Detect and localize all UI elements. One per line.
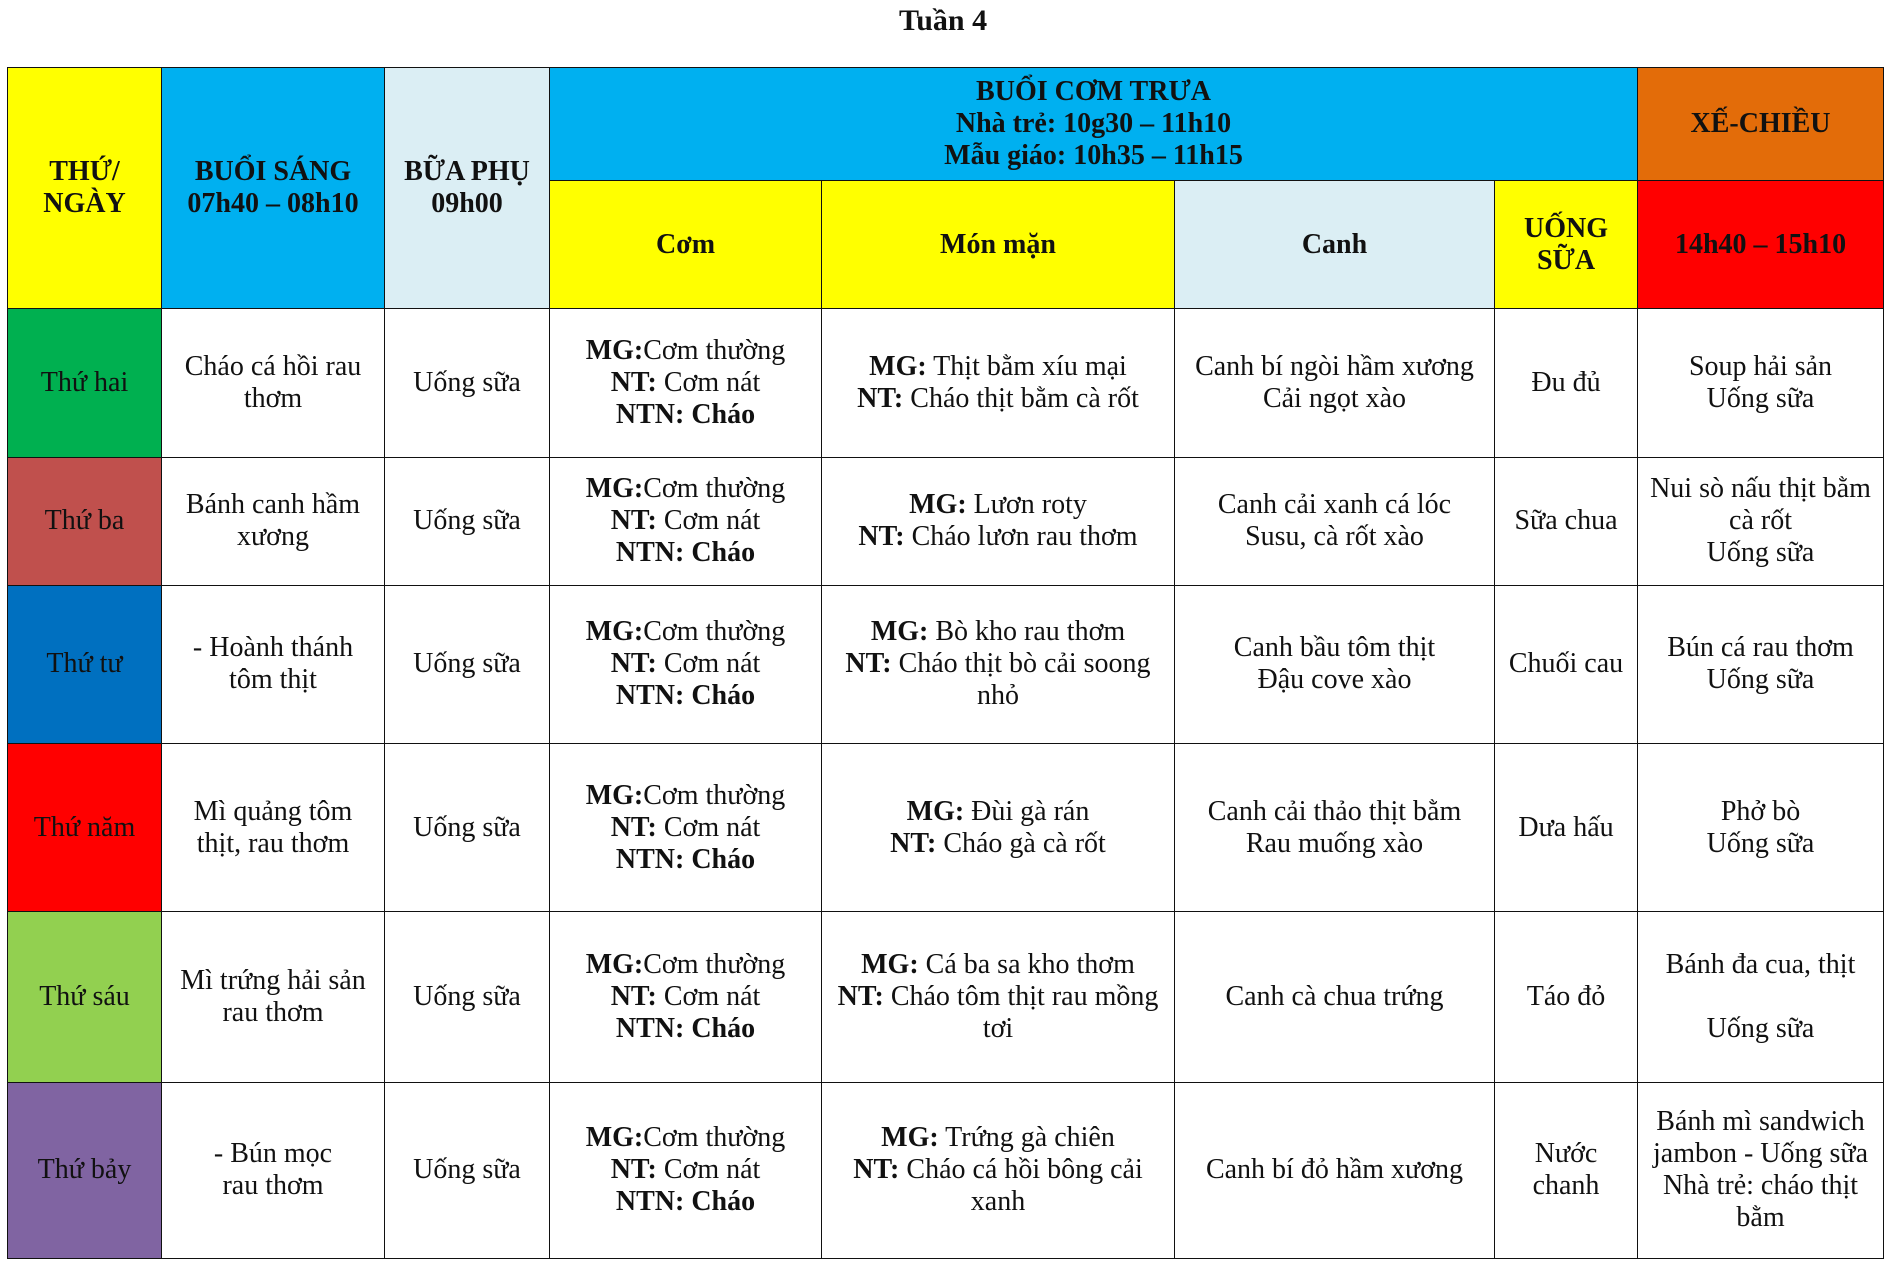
cell-line: Canh cải thảo thịt bằm	[1207, 795, 1462, 827]
cell-line: Soup hải sản	[1688, 351, 1833, 383]
mg-label: MG:	[585, 779, 644, 811]
morning-cell	[162, 309, 385, 457]
afternoon-header: XẾ-CHIỀU	[1638, 68, 1884, 181]
snack-cell: Uống sữa	[385, 912, 550, 1082]
afternoon-cell	[1638, 309, 1884, 457]
cell-line: rau thơm	[222, 997, 324, 1029]
cell-line: - Bún mọc	[213, 1138, 333, 1170]
cell-line: Uống sữa	[1706, 827, 1815, 859]
rice-cell	[550, 585, 822, 743]
cell-line: rau thơm	[222, 1170, 324, 1202]
main-dish-cell	[822, 912, 1175, 1082]
mg-value: Cơm thường	[643, 335, 786, 367]
mg-label: MG:	[870, 616, 929, 648]
cell-line: Uống sữa	[1706, 664, 1815, 696]
morning-column-header: BUỔI SÁNG 07h40 – 08h10	[162, 68, 385, 309]
cell-line: Canh bí ngòi hầm xương	[1195, 351, 1474, 383]
rice-cell	[550, 1082, 822, 1258]
cell-line: Sữa chua	[1514, 505, 1618, 537]
mg-value: Cơm thường	[643, 616, 786, 648]
lunch-header: BUỔI CƠM TRƯA Nhà trẻ: 10g30 – 11h10 Mẫu giáo: 10h35 – 11h15	[550, 68, 1638, 181]
table-row	[8, 309, 1884, 457]
nt-label: NT:	[890, 827, 937, 859]
morning-cell	[162, 744, 385, 912]
main-mg-line	[830, 1122, 1166, 1154]
day-cell: Thứ bảy	[8, 1082, 162, 1258]
rice-cell	[550, 309, 822, 457]
cell-line: Nui sò nấu thịt bằm	[1650, 473, 1871, 505]
snack-cell: Uống sữa	[385, 309, 550, 457]
soup-cell	[1175, 744, 1495, 912]
main-mg-line	[830, 616, 1166, 648]
snack-cell: Uống sữa	[385, 585, 550, 743]
cell-line: Uống sữa	[1706, 383, 1815, 415]
nt-value: Cơm nát	[656, 981, 761, 1013]
mg-value: Đùi gà rán	[964, 795, 1090, 827]
cell-line: Đu đủ	[1531, 367, 1601, 399]
mg-label: MG:	[585, 335, 644, 367]
rice-nt-line	[558, 1154, 813, 1186]
afternoon-cell	[1638, 744, 1884, 912]
cell-line: Cháo cá hồi rau	[184, 351, 362, 383]
snack-cell: Uống sữa	[385, 457, 550, 585]
rice-ntn-line: NTN: Cháo	[615, 537, 756, 569]
menu-body	[8, 309, 1884, 1259]
nt-label: NT:	[610, 505, 657, 537]
snack-cell: Uống sữa	[385, 744, 550, 912]
cell-line: Uống sữa	[1706, 1013, 1815, 1045]
rice-nt-line	[558, 505, 813, 537]
cell-line: Phở bò	[1720, 795, 1801, 827]
soup-cell	[1175, 309, 1495, 457]
morning-cell	[162, 1082, 385, 1258]
rice-cell	[550, 912, 822, 1082]
cell-line: xương	[237, 521, 309, 553]
nt-value: Cơm nát	[656, 1154, 761, 1186]
nt-label: NT:	[610, 648, 657, 680]
mg-label: MG:	[585, 473, 644, 505]
rice-ntn-line: NTN: Cháo	[615, 399, 756, 431]
rice-nt-line	[558, 367, 813, 399]
rice-ntn-line: NTN: Cháo	[615, 1186, 756, 1218]
nt-label: NT:	[610, 1154, 657, 1186]
milk-cell	[1495, 912, 1638, 1082]
afternoon-time-header: 14h40 – 15h10	[1638, 181, 1884, 309]
nt-value: Cháo thịt bằm cà rốt	[903, 383, 1139, 415]
mg-label: MG:	[909, 489, 967, 521]
cell-line: Nước	[1534, 1138, 1598, 1170]
cell-line: Nhà trẻ: cháo thịt	[1662, 1170, 1859, 1202]
milk-cell	[1495, 744, 1638, 912]
cell-line: chanh	[1532, 1170, 1600, 1202]
table-row	[8, 912, 1884, 1082]
rice-nt-line	[558, 981, 813, 1013]
mg-label: MG:	[906, 795, 965, 827]
main-dish-column-header: Món mặn	[822, 181, 1175, 309]
mg-value: Cơm thường	[643, 473, 786, 505]
table-row	[8, 744, 1884, 912]
cell-line: Canh cà chua trứng	[1225, 981, 1444, 1013]
main-nt-line	[830, 521, 1166, 553]
cell-line: jambon - Uống sữa	[1653, 1138, 1869, 1170]
day-column-header: THỨ/ NGÀY	[8, 68, 162, 309]
afternoon-cell	[1638, 1082, 1884, 1258]
rice-mg-line	[558, 1122, 813, 1154]
milk-cell	[1495, 309, 1638, 457]
cell-line: Rau muống xào	[1245, 827, 1424, 859]
nt-label: NT:	[857, 383, 904, 415]
nt-label: NT:	[610, 367, 657, 399]
mg-value: Bò kho rau thơm	[928, 616, 1126, 648]
cell-line: Táo đỏ	[1526, 981, 1606, 1013]
cell-line: Mì trứng hải sản	[180, 965, 366, 997]
milk-column-header: UỐNG SỮA	[1495, 181, 1638, 309]
cell-line: Canh bầu tôm thịt	[1233, 632, 1436, 664]
nt-label: NT:	[837, 981, 884, 1013]
afternoon-cell	[1638, 585, 1884, 743]
cell-line: tôm thịt	[229, 664, 317, 696]
rice-ntn-line: NTN: Cháo	[615, 843, 756, 875]
cell-line: Canh cải xanh cá lóc	[1217, 489, 1452, 521]
mg-label: MG:	[585, 616, 644, 648]
page-title: Tuần 4	[898, 4, 988, 37]
main-mg-line	[830, 489, 1166, 521]
nt-value: Cơm nát	[656, 648, 761, 680]
nt-value: Cháo thịt bò cải soong nhỏ	[891, 648, 1151, 712]
main-dish-cell	[822, 1082, 1175, 1258]
cell-line: Chuối cau	[1508, 648, 1624, 680]
main-nt-line	[830, 1154, 1166, 1218]
cell-line: cà rốt	[1729, 505, 1792, 537]
rice-mg-line	[558, 473, 813, 505]
mg-label: MG:	[881, 1122, 939, 1154]
nt-value: Cháo cá hồi bông cải xanh	[899, 1154, 1143, 1218]
morning-cell	[162, 585, 385, 743]
main-mg-line	[830, 949, 1166, 981]
rice-mg-line	[558, 949, 813, 981]
table-row	[8, 1082, 1884, 1258]
nt-value: Cơm nát	[656, 367, 761, 399]
cell-line: - Hoành thánh	[192, 632, 354, 664]
day-cell: Thứ sáu	[8, 912, 162, 1082]
afternoon-cell	[1638, 457, 1884, 585]
snack-column-header: BỮA PHỤ 09h00	[385, 68, 550, 309]
cell-line: Bún cá rau thơm	[1667, 632, 1854, 664]
main-dish-cell	[822, 744, 1175, 912]
snack-cell: Uống sữa	[385, 1082, 550, 1258]
soup-cell	[1175, 912, 1495, 1082]
nt-value: Cháo gà cà rốt	[936, 827, 1106, 859]
milk-cell	[1495, 1082, 1638, 1258]
milk-cell	[1495, 457, 1638, 585]
main-nt-line	[830, 828, 1166, 860]
cell-line: thịt, rau thơm	[196, 827, 350, 859]
cell-line: Đậu cove xào	[1257, 664, 1412, 696]
mg-value: Cá ba sa kho thơm	[918, 949, 1135, 981]
soup-cell	[1175, 1082, 1495, 1258]
nt-label: NT:	[853, 1154, 900, 1186]
rice-nt-line	[558, 648, 813, 680]
rice-mg-line	[558, 616, 813, 648]
cell-line: Mì quảng tôm	[193, 795, 353, 827]
main-mg-line	[830, 351, 1166, 383]
cell-line: Canh bí đỏ hầm xương	[1205, 1154, 1464, 1186]
mg-value: Thịt bằm xíu mại	[926, 351, 1127, 383]
mg-value: Cơm thường	[643, 949, 786, 981]
nt-value: Cháo lươn rau thơm	[904, 521, 1138, 553]
rice-ntn-line: NTN: Cháo	[615, 680, 756, 712]
rice-cell	[550, 457, 822, 585]
cell-line: bằm	[1736, 1202, 1785, 1234]
cell-line: Bánh canh hầm	[185, 489, 361, 521]
nt-label: NT:	[610, 981, 657, 1013]
rice-cell	[550, 744, 822, 912]
main-nt-line	[830, 383, 1166, 415]
cell-line: thơm	[243, 383, 303, 415]
afternoon-cell	[1638, 912, 1884, 1082]
rice-mg-line	[558, 335, 813, 367]
nt-value: Cơm nát	[656, 811, 761, 843]
mg-label: MG:	[585, 1122, 644, 1154]
mg-label: MG:	[585, 949, 644, 981]
table-row	[8, 457, 1884, 585]
main-nt-line	[830, 648, 1166, 712]
cell-line: Uống sữa	[1706, 537, 1815, 569]
milk-cell	[1495, 585, 1638, 743]
soup-column-header: Canh	[1175, 181, 1495, 309]
cell-line: Dưa hấu	[1518, 811, 1614, 843]
morning-cell	[162, 457, 385, 585]
header-row-1	[8, 68, 1884, 181]
cell-line: Susu, cà rốt xào	[1245, 521, 1424, 553]
cell-line	[1646, 981, 1875, 1013]
cell-line: Cải ngọt xào	[1262, 383, 1407, 415]
mg-value: Cơm thường	[643, 779, 786, 811]
rice-mg-line	[558, 780, 813, 812]
nt-label: NT:	[845, 648, 892, 680]
rice-ntn-line: NTN: Cháo	[615, 1013, 756, 1045]
mg-value: Cơm thường	[643, 1122, 786, 1154]
soup-cell	[1175, 457, 1495, 585]
main-dish-cell	[822, 585, 1175, 743]
cell-line: Bánh đa cua, thịt	[1665, 949, 1856, 981]
nt-value: Cháo tôm thịt rau mồng tơi	[883, 981, 1159, 1045]
day-cell: Thứ tư	[8, 585, 162, 743]
mg-value: Trứng gà chiên	[938, 1122, 1115, 1154]
mg-value: Lươn roty	[966, 489, 1087, 521]
mg-label: MG:	[869, 351, 927, 383]
rice-column-header: Cơm	[550, 181, 822, 309]
mg-label: MG:	[861, 949, 919, 981]
main-dish-cell	[822, 309, 1175, 457]
nt-value: Cơm nát	[656, 505, 761, 537]
day-cell: Thứ năm	[8, 744, 162, 912]
cell-line: Bánh mì sandwich	[1656, 1106, 1865, 1138]
day-cell: Thứ hai	[8, 309, 162, 457]
morning-cell	[162, 912, 385, 1082]
main-dish-cell	[822, 457, 1175, 585]
soup-cell	[1175, 585, 1495, 743]
nt-label: NT:	[610, 811, 657, 843]
table-row	[8, 585, 1884, 743]
main-nt-line	[830, 981, 1166, 1045]
main-mg-line	[830, 796, 1166, 828]
weekly-menu-table	[7, 67, 1884, 1259]
nt-label: NT:	[858, 521, 905, 553]
rice-nt-line	[558, 812, 813, 844]
day-cell: Thứ ba	[8, 457, 162, 585]
